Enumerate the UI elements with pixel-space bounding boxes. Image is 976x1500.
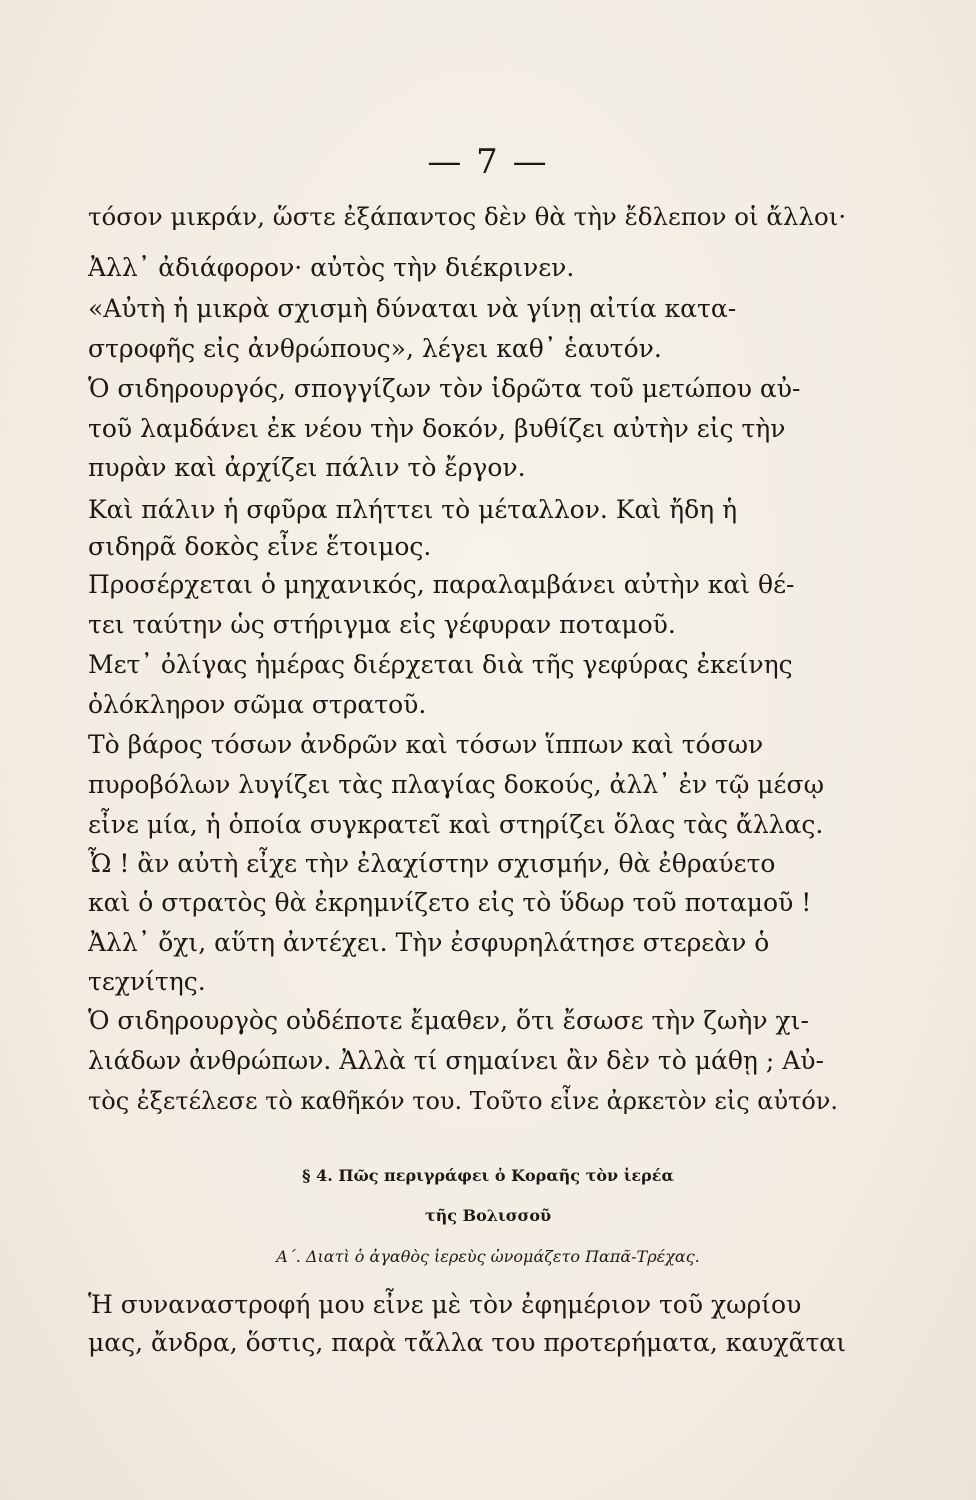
- section-heading: § 4. Πῶς περιγράφει ὁ Κοραῆς τὸν ἱερέα: [302, 1166, 674, 1185]
- page-number: — 7 —: [427, 142, 549, 182]
- text-line: Τὸ βάρος τόσων ἀνδρῶν καὶ τόσων ἵππων καὶ τόσων: [88, 730, 764, 759]
- text-line: Ὦ ! ἂν αὐτὴ εἶχε τὴν ἐλαχίστην σχισμήν, θὰ ἐθραύετο: [88, 849, 776, 878]
- text-line: σιδηρᾶ δοκὸς εἶνε ἕτοιμος.: [88, 532, 432, 561]
- section-heading-continued: τῆς Βολισσοῦ: [424, 1206, 552, 1225]
- text-line: λιάδων ἀνθρώπων. Ἀλλὰ τί σημαίνει ἂν δὲν τὸ μάθῃ ; Αὐ-: [88, 1046, 824, 1075]
- text-line: Ἡ συναναστροφή μου εἶνε μὲ τὸν ἐφημέριον τοῦ χωρίου: [88, 1290, 802, 1319]
- text-line: Ἀλλ᾽ ὄχι, αὕτη ἀντέχει. Τὴν ἐσφυρηλάτησε στερεὰν ὁ: [88, 928, 770, 957]
- text-line: πυροβόλων λυγίζει τὰς πλαγίας δοκούς, ἀλλ᾽ ἐν τῷ μέσῳ: [88, 770, 824, 799]
- text-line: Ὁ σιδηρουργὸς οὐδέποτε ἔμαθεν, ὅτι ἔσωσε τὴν ζωὴν χι-: [88, 1006, 809, 1035]
- text-line: Καὶ πάλιν ἡ σφῦρα πλήττει τὸ μέταλλον. Καὶ ἤδη ἡ: [88, 495, 738, 524]
- text-line: Ὁ σιδηρουργός, σπογγίζων τὸν ἱδρῶτα τοῦ μετώπου αὐ-: [88, 374, 801, 403]
- text-line: Ἀλλ᾽ ἀδιάφορον· αὐτὸς τὴν διέκρινεν.: [88, 253, 575, 282]
- text-line: πυρὰν καὶ ἀρχίζει πάλιν τὸ ἔργον.: [88, 453, 526, 482]
- text-line: «Αὐτὴ ἡ μικρὰ σχισμὴ δύναται νὰ γίνῃ αἰτία κατα-: [88, 294, 737, 323]
- text-line: Μετ᾽ ὀλίγας ἡμέρας διέρχεται διὰ τῆς γεφύρας ἐκείνης: [88, 650, 793, 679]
- text-line: ὁλόκληρον σῶμα στρατοῦ.: [88, 690, 427, 719]
- text-line: μας, ἄνδρα, ὅστις, παρὰ τἄλλα του προτερήματα, καυχᾶται: [88, 1328, 846, 1357]
- text-line: τόσον μικράν, ὥστε ἐξάπαντος δὲν θὰ τὴν ἔδλεπον οἱ ἄλλοι·: [88, 202, 847, 231]
- section-subheading: Α΄. Διατὶ ὁ ἀγαθὸς ἱερεὺς ὠνομάζετο Παπᾶ-Τρέχας.: [276, 1247, 700, 1266]
- text-line: τοῦ λαμδάνει ἐκ νέου τὴν δοκόν, βυθίζει αὐτὴν εἰς τὴν: [88, 414, 786, 443]
- text-line: τει ταύτην ὡς στήριγμα εἰς γέφυραν ποταμοῦ.: [88, 610, 676, 639]
- text-line: καὶ ὁ στρατὸς θὰ ἐκρημνίζετο εἰς τὸ ὕδωρ τοῦ ποταμοῦ !: [88, 888, 812, 917]
- text-line: τεχνίτης.: [88, 967, 206, 996]
- text-line: στροφῆς εἰς ἀνθρώπους», λέγει καθ᾽ ἑαυτόν.: [88, 334, 662, 363]
- text-line: εἶνε μία, ἡ ὁποία συγκρατεῖ καὶ στηρίζει ὅλας τὰς ἄλλας.: [88, 810, 824, 839]
- text-line: Προσέρχεται ὁ μηχανικός, παραλαμβάνει αὐτὴν καὶ θέ-: [88, 570, 795, 599]
- text-line: τὸς ἐξετέλεσε τὸ καθῆκόν του. Τοῦτο εἶνε ἀρκετὸν εἰς αὐτόν.: [88, 1087, 839, 1115]
